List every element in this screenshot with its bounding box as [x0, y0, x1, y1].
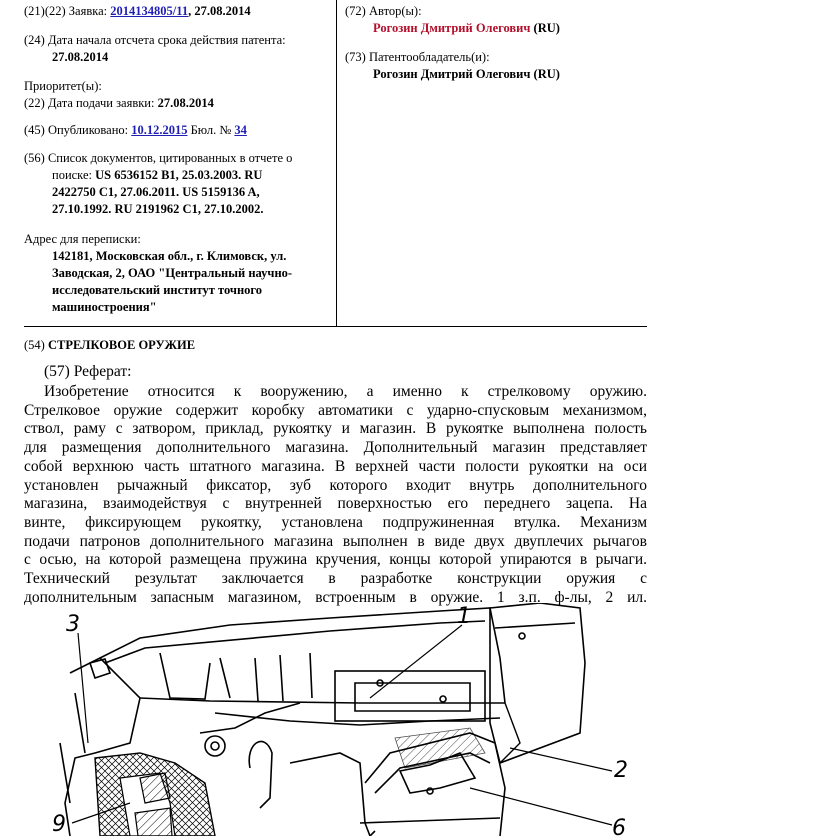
- abstract-line: винте, фиксирующем рукоятку, установлена подпружиненная втулка. Механизм: [24, 513, 647, 531]
- title-code: (54): [24, 338, 45, 352]
- start-date-block: [24, 32, 286, 66]
- title-text: СТРЕЛКОВОЕ ОРУЖИЕ: [47, 338, 196, 352]
- abstract-line: подачи патронов дополнительного магазина выполнен в виде двух двуплечих рычагов: [24, 532, 647, 550]
- citations-value-2: 2422750 C1, 27.06.2011. US 5159136 A,: [52, 185, 260, 199]
- abstract-line: с осью, на которой размещена пружина кручения, концы которой упираются в рычаги.: [24, 551, 647, 569]
- citations-label: (56) Список документов, цитированных в отчете о: [24, 151, 293, 165]
- abstract-body: [24, 383, 647, 607]
- bulletin-number-link[interactable]: 34: [234, 123, 247, 137]
- filing-date-line: [24, 95, 214, 112]
- published-date-link[interactable]: 10.12.2015: [131, 123, 188, 137]
- owner-label: (73) Патентообладатель(и):: [345, 50, 490, 64]
- address-line-2: Заводская, 2, ОАО "Центральный научно-: [52, 266, 293, 280]
- start-date-value: 27.08.2014: [52, 50, 109, 64]
- priority-block: [24, 78, 214, 112]
- address-block: [24, 231, 292, 316]
- abstract-line: собой верхнюю часть штатного магазина. В верхней части полости рукоятки на оси: [24, 457, 647, 475]
- author-country: (RU): [533, 21, 560, 35]
- citations-line-2: [24, 167, 292, 184]
- column-divider: [336, 0, 337, 326]
- invention-title: [24, 337, 195, 354]
- abstract-line: Изобретение относится к вооружению, а именно к стрелковому оружию.: [44, 383, 647, 400]
- abstract-line: установлен рычажный фиксатор, зуб которого входит внутрь дополнительного: [24, 476, 647, 494]
- priority-label: Приоритет(ы):: [24, 79, 102, 93]
- filing-date-label: (22) Дата подачи заявки:: [24, 96, 155, 110]
- address-line-4: машиностроения": [52, 300, 157, 314]
- citations-block: [24, 150, 292, 218]
- published-line: [24, 122, 247, 139]
- figure-label-2: 2: [614, 758, 628, 783]
- figure-label-1: 1: [457, 604, 471, 629]
- abstract-line: Стрелковое оружие содержит коробку автоматики с ударно-спусковым механизмом,: [24, 401, 647, 419]
- abstract-line: Технический результат заключается в разработке конструкции оружия с: [24, 570, 647, 588]
- author-line: [345, 20, 560, 37]
- owner-block: [345, 49, 560, 83]
- abstract-line: магазина, взаимодействуя с внутренней поверхностью его переднего зацепа. На: [24, 495, 647, 513]
- address-line-1: 142181, Московская обл., г. Климовск, ул.: [52, 249, 287, 263]
- abstract-line: ствол, раму с затвором, приклад, рукоятку и магазин. В рукоятке выполнена полость: [24, 420, 647, 438]
- application-line: [24, 3, 251, 20]
- figure-label-9: 9: [52, 812, 66, 836]
- application-date: , 27.08.2014: [188, 4, 251, 18]
- citations-value-3: 27.10.1992. RU 2191962 C1, 27.10.2002.: [52, 202, 264, 216]
- address-line-3: исследовательский институт точного: [52, 283, 263, 297]
- figure-label-6: 6: [612, 816, 626, 836]
- figure-label-3: 3: [66, 612, 80, 637]
- abstract-line: для размещения дополнительного магазина. Дополнительный магазин представляет: [24, 439, 647, 457]
- start-date-label: (24) Дата начала отсчета срока действия патента:: [24, 33, 286, 47]
- bulletin-label: Бюл. №: [190, 123, 232, 137]
- abstract-heading: (57) Реферат:: [44, 363, 132, 380]
- application-label: (21)(22) Заявка:: [24, 4, 108, 18]
- header-divider: [24, 326, 647, 327]
- address-label: Адрес для переписки:: [24, 232, 141, 246]
- author-block: [345, 3, 560, 37]
- author-name-link[interactable]: Рогозин Дмитрий Олегович: [373, 21, 531, 35]
- published-label: (45) Опубликовано:: [24, 123, 129, 137]
- owner-name: Рогозин Дмитрий Олегович (RU): [373, 67, 560, 81]
- author-label: (72) Автор(ы):: [345, 4, 422, 18]
- application-number-link[interactable]: 2014134805/11: [110, 4, 189, 18]
- citations-value-1: US 6536152 B1, 25.03.2003. RU: [95, 168, 263, 182]
- spare-magazine-top: [135, 808, 172, 836]
- abstract-line: дополнительным запасным магазином, встроенным в оружие. 1 з.п. ф-лы, 2 ил.: [24, 588, 647, 606]
- magazine-spring: [395, 728, 485, 768]
- citations-search-label: поиске:: [52, 168, 92, 182]
- filing-date-value: 27.08.2014: [157, 96, 214, 110]
- fixator-lever: [140, 773, 170, 803]
- patent-drawing: [0, 603, 822, 836]
